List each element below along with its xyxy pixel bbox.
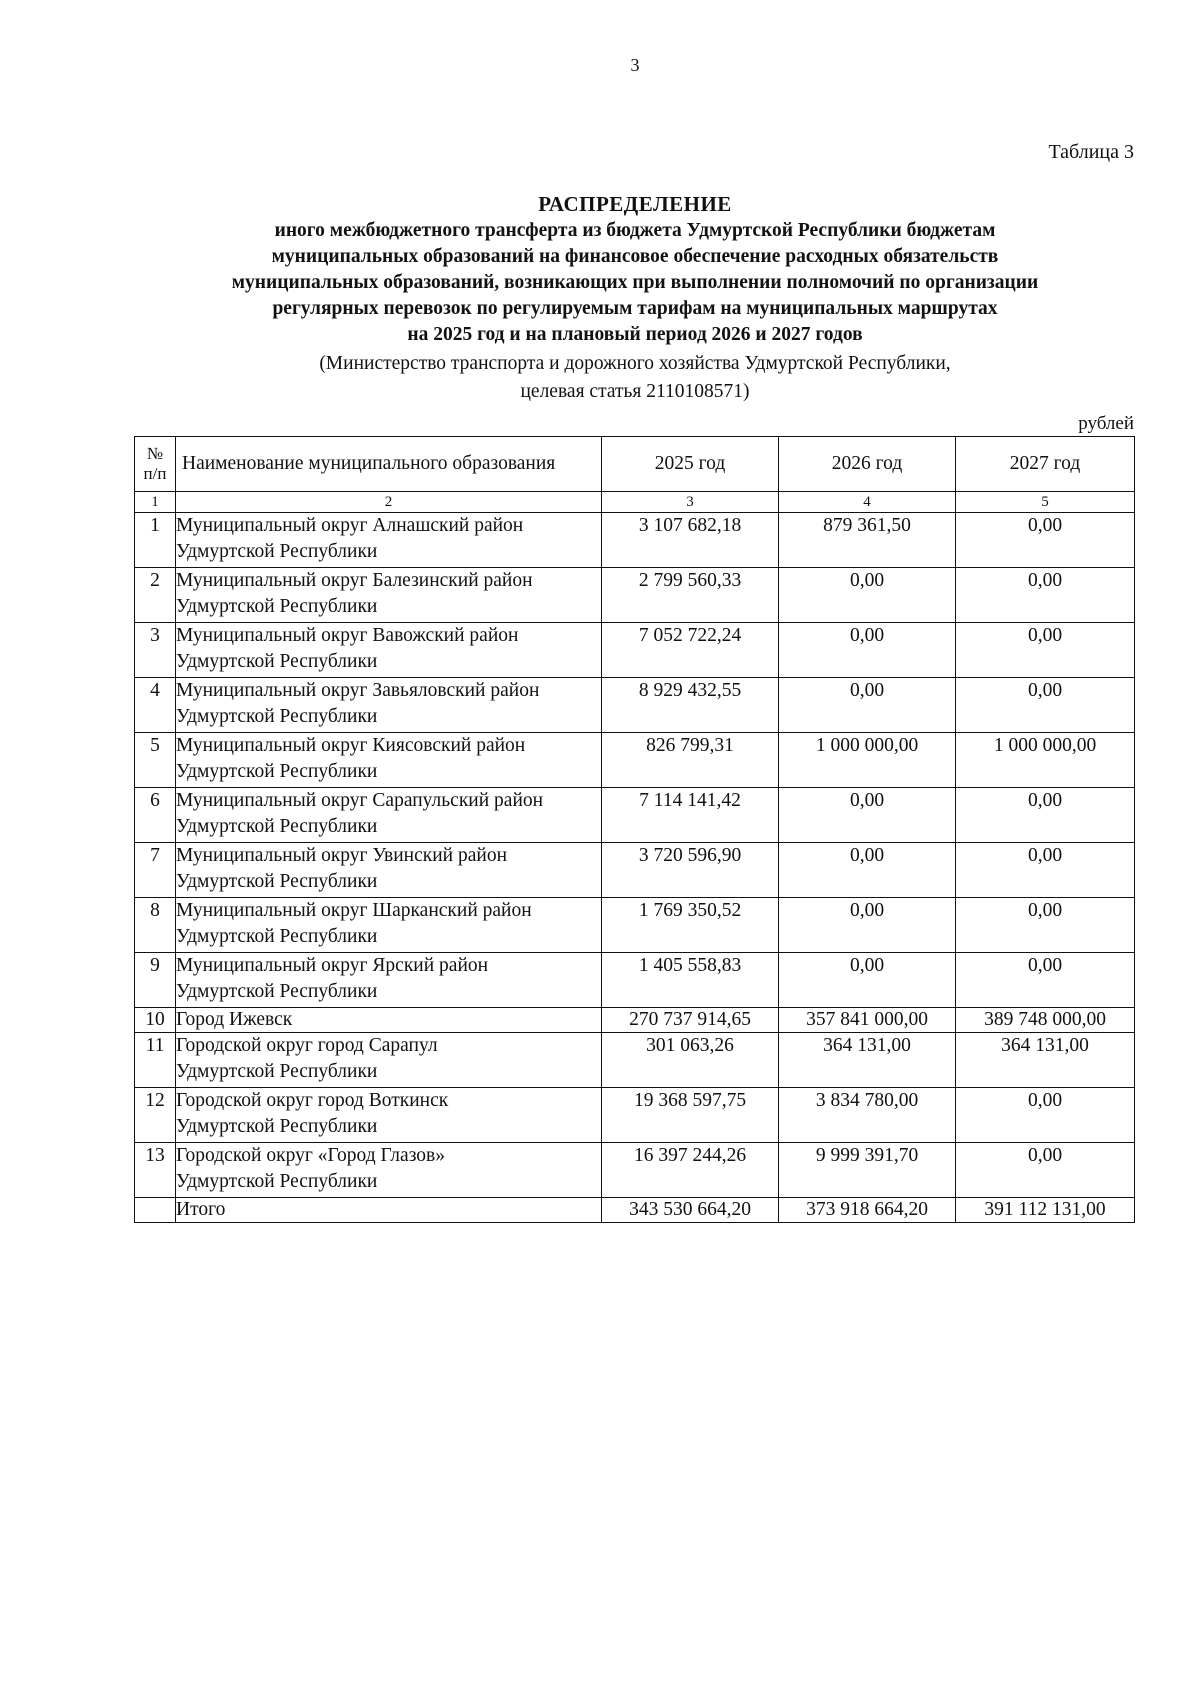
amount-2026: 0,00 xyxy=(779,898,956,953)
municipality-name-line: Муниципальный округ Завьяловский район xyxy=(176,680,540,701)
amount-2025: 301 063,26 xyxy=(602,1033,779,1088)
column-index: 1 xyxy=(135,492,176,513)
amount-2025: 16 397 244,26 xyxy=(602,1143,779,1198)
amount-2026: 364 131,00 xyxy=(779,1033,956,1088)
municipality-name xyxy=(176,843,602,898)
distribution-table xyxy=(134,436,1135,1223)
document-subtitle xyxy=(130,218,1140,348)
row-number: 13 xyxy=(135,1143,176,1198)
subtitle-line: иного межбюджетного трансферта из бюджета Удмуртской Республики бюджетам xyxy=(274,220,996,241)
amount-2027: 1 000 000,00 xyxy=(956,733,1135,788)
table-row xyxy=(135,733,1135,788)
amount-2027: 0,00 xyxy=(956,1088,1135,1143)
municipality-name xyxy=(176,513,602,568)
municipality-name-line: Город Ижевск xyxy=(176,1009,293,1030)
municipality-name-line: Удмуртской Республики xyxy=(176,981,378,1002)
table-row xyxy=(135,1033,1135,1088)
municipality-name-line: Муниципальный округ Шарканский район xyxy=(176,900,532,921)
amount-2026: 1 000 000,00 xyxy=(779,733,956,788)
column-index: 5 xyxy=(956,492,1135,513)
municipality-name-line: Удмуртской Республики xyxy=(176,926,378,947)
municipality-name-line: Удмуртской Республики xyxy=(176,1061,378,1082)
amount-2027: 0,00 xyxy=(956,678,1135,733)
subtitle-line: регулярных перевозок по регулируемым тарифам на муниципальных маршрутах xyxy=(272,298,998,319)
amount-2025: 3 107 682,18 xyxy=(602,513,779,568)
amount-2027: 389 748 000,00 xyxy=(956,1008,1135,1033)
amount-2027: 0,00 xyxy=(956,623,1135,678)
row-number: 3 xyxy=(135,623,176,678)
table-row xyxy=(135,623,1135,678)
municipality-name-line: Муниципальный округ Балезинский район xyxy=(176,570,533,591)
amount-2026: 879 361,50 xyxy=(779,513,956,568)
amount-2026: 0,00 xyxy=(779,843,956,898)
table-row xyxy=(135,1143,1135,1198)
amount-2025: 1 405 558,83 xyxy=(602,953,779,1008)
table-row xyxy=(135,568,1135,623)
municipality-name-line: Удмуртской Республики xyxy=(176,1116,378,1137)
header-2027: 2027 год xyxy=(956,437,1135,492)
row-number: 12 xyxy=(135,1088,176,1143)
table-label: Таблица 3 xyxy=(1048,141,1134,163)
row-number: 7 xyxy=(135,843,176,898)
municipality-name xyxy=(176,1143,602,1198)
municipality-name xyxy=(176,733,602,788)
municipality-name-line: Городской округ город Воткинск xyxy=(176,1090,449,1111)
amount-2027: 0,00 xyxy=(956,898,1135,953)
municipality-name-line: Удмуртской Республики xyxy=(176,816,378,837)
municipality-name xyxy=(176,788,602,843)
municipality-name-line: Городской округ «Город Глазов» xyxy=(176,1145,445,1166)
amount-2027: 0,00 xyxy=(956,953,1135,1008)
table-row xyxy=(135,678,1135,733)
amount-2025: 3 720 596,90 xyxy=(602,843,779,898)
header-2025: 2025 год xyxy=(602,437,779,492)
municipality-name xyxy=(176,1088,602,1143)
amount-2027: 0,00 xyxy=(956,843,1135,898)
municipality-name-line: Муниципальный округ Увинский район xyxy=(176,845,508,866)
municipality-name xyxy=(176,623,602,678)
municipality-name-line: Муниципальный округ Сарапульский район xyxy=(176,790,544,811)
municipality-name xyxy=(176,568,602,623)
subtitle-line: муниципальных образований на финансовое обеспечение расходных обязательств xyxy=(271,246,999,267)
municipality-name-line: Удмуртской Республики xyxy=(176,761,378,782)
table-row xyxy=(135,1008,1135,1033)
note-line: (Министерство транспорта и дорожного хозяйства Удмуртской Республики, xyxy=(319,353,951,374)
municipality-name xyxy=(176,953,602,1008)
municipality-name xyxy=(176,1033,602,1088)
amount-2026: 9 999 391,70 xyxy=(779,1143,956,1198)
municipality-name xyxy=(176,898,602,953)
amount-2026: 0,00 xyxy=(779,678,956,733)
total-2026: 373 918 664,20 xyxy=(779,1198,956,1223)
column-index: 3 xyxy=(602,492,779,513)
column-index: 2 xyxy=(176,492,602,513)
amount-2027: 364 131,00 xyxy=(956,1033,1135,1088)
municipality-name-line: Городской округ город Сарапул xyxy=(176,1035,438,1056)
column-index: 4 xyxy=(779,492,956,513)
amount-2026: 0,00 xyxy=(779,953,956,1008)
page-number: 3 xyxy=(630,55,640,75)
amount-2025: 1 769 350,52 xyxy=(602,898,779,953)
amount-2026: 0,00 xyxy=(779,788,956,843)
total-row xyxy=(135,1198,1135,1223)
amount-2027: 0,00 xyxy=(956,568,1135,623)
amount-2027: 0,00 xyxy=(956,1143,1135,1198)
row-number: 5 xyxy=(135,733,176,788)
table-row xyxy=(135,788,1135,843)
units-label: рублей xyxy=(1078,413,1134,434)
title-block xyxy=(130,190,1140,406)
municipality-name-line: Удмуртской Республики xyxy=(176,651,378,672)
row-number: 4 xyxy=(135,678,176,733)
row-number: 2 xyxy=(135,568,176,623)
table-row xyxy=(135,953,1135,1008)
municipality-name-line: Муниципальный округ Киясовский район xyxy=(176,735,526,756)
header-num-line: № xyxy=(146,444,164,463)
amount-2025: 7 114 141,42 xyxy=(602,788,779,843)
municipality-name xyxy=(176,1008,602,1033)
table-body xyxy=(135,513,1135,1223)
document-title: РАСПРЕДЕЛЕНИЕ xyxy=(538,192,732,216)
amount-2026: 357 841 000,00 xyxy=(779,1008,956,1033)
table-row xyxy=(135,898,1135,953)
municipality-name-line: Удмуртской Республики xyxy=(176,706,378,727)
amount-2025: 8 929 432,55 xyxy=(602,678,779,733)
municipality-name-line: Муниципальный округ Алнашский район xyxy=(176,515,524,536)
table-header-row xyxy=(135,437,1135,492)
row-number: 10 xyxy=(135,1008,176,1033)
header-num xyxy=(135,437,176,492)
table-row xyxy=(135,843,1135,898)
municipality-name-line: Муниципальный округ Ярский район xyxy=(176,955,489,976)
header-num-line: п/п xyxy=(143,464,167,483)
municipality-name-line: Муниципальный округ Вавожский район xyxy=(176,625,519,646)
row-number: 11 xyxy=(135,1033,176,1088)
header-name: Наименование муниципального образования xyxy=(176,437,602,492)
table-row xyxy=(135,1088,1135,1143)
municipality-name-line: Удмуртской Республики xyxy=(176,596,378,617)
row-number: 6 xyxy=(135,788,176,843)
amount-2025: 2 799 560,33 xyxy=(602,568,779,623)
amount-2025: 19 368 597,75 xyxy=(602,1088,779,1143)
document-note xyxy=(130,350,1140,406)
column-index-row xyxy=(135,492,1135,513)
subtitle-line: муниципальных образований, возникающих при выполнении полномочий по организации xyxy=(231,272,1039,293)
row-number: 8 xyxy=(135,898,176,953)
amount-2026: 3 834 780,00 xyxy=(779,1088,956,1143)
amount-2025: 270 737 914,65 xyxy=(602,1008,779,1033)
row-number: 9 xyxy=(135,953,176,1008)
amount-2025: 826 799,31 xyxy=(602,733,779,788)
row-number: 1 xyxy=(135,513,176,568)
amount-2026: 0,00 xyxy=(779,568,956,623)
note-line: целевая статья 2110108571) xyxy=(520,381,750,402)
total-2025: 343 530 664,20 xyxy=(602,1198,779,1223)
municipality-name-line: Удмуртской Республики xyxy=(176,1171,378,1192)
table-row xyxy=(135,513,1135,568)
municipality-name xyxy=(176,678,602,733)
amount-2026: 0,00 xyxy=(779,623,956,678)
total-label: Итого xyxy=(176,1198,602,1223)
municipality-name-line: Удмуртской Республики xyxy=(176,871,378,892)
amount-2027: 0,00 xyxy=(956,788,1135,843)
header-2026: 2026 год xyxy=(779,437,956,492)
total-2027: 391 112 131,00 xyxy=(956,1198,1135,1223)
amount-2027: 0,00 xyxy=(956,513,1135,568)
amount-2025: 7 052 722,24 xyxy=(602,623,779,678)
subtitle-line: на 2025 год и на плановый период 2026 и 2027 годов xyxy=(407,324,863,345)
municipality-name-line: Удмуртской Республики xyxy=(176,541,378,562)
total-number xyxy=(135,1198,176,1223)
